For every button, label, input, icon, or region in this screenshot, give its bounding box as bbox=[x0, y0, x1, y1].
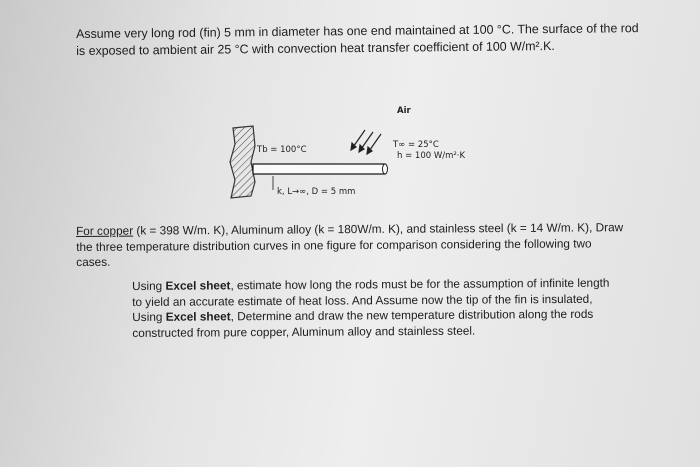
task-2-excel: Excel sheet bbox=[165, 309, 231, 324]
problem-statement bbox=[76, 20, 676, 60]
task-list bbox=[132, 275, 642, 341]
task-1-prefix: Using bbox=[132, 278, 166, 293]
copper-underlined: For copper bbox=[76, 223, 134, 238]
question-line-3: cases. bbox=[76, 254, 111, 269]
task-1-rest: , estimate how long the rods must be for the assumption of infinite length bbox=[230, 275, 610, 293]
fin-diagram bbox=[215, 100, 515, 210]
air-label: Air bbox=[397, 106, 411, 116]
rod-end bbox=[383, 164, 388, 174]
task-2-prefix: Using bbox=[132, 309, 166, 324]
task-1-excel: Excel sheet bbox=[165, 278, 231, 293]
base-wall bbox=[230, 126, 255, 198]
task-2-line-2: constructed from pure copper, Aluminum alloy and stainless steel. bbox=[132, 323, 476, 340]
rod bbox=[253, 164, 385, 174]
task-2-rest: , Determine and draw the new temperature distribution along the rods bbox=[230, 306, 594, 324]
question-line-2: the three temperature distribution curves in one figure for comparison considering the following two bbox=[76, 235, 592, 254]
intro-line-1: Assume very long rod (fin) 5 mm in diameter has one end maintained at 100 °C. The surface of the rod bbox=[76, 21, 639, 41]
base-temperature-label: Tb = 100°C bbox=[257, 145, 307, 155]
question-text bbox=[76, 220, 646, 270]
ambient-temperature-label: T∞ = 25°C bbox=[393, 140, 439, 150]
rod-specs-label: k, L→∞, D = 5 mm bbox=[277, 187, 356, 197]
convection-coefficient-label: h = 100 W/m²·K bbox=[397, 151, 466, 161]
task-1-line-2: to yield an accurate estimate of heat loss. And Assume now the tip of the fin is insulated, bbox=[132, 291, 593, 309]
air-flow-arrows bbox=[351, 130, 381, 154]
fin-diagram-drawing bbox=[215, 100, 515, 210]
intro-line-2: is exposed to ambient air 25 °C with convection heat transfer coefficient of 100 W/m².K. bbox=[76, 38, 555, 58]
question-line-1-rest: (k = 398 W/m. K), Aluminum alloy (k = 180W/m. K), and stainless steel (k = 14 W/m. K), Draw bbox=[133, 220, 624, 238]
